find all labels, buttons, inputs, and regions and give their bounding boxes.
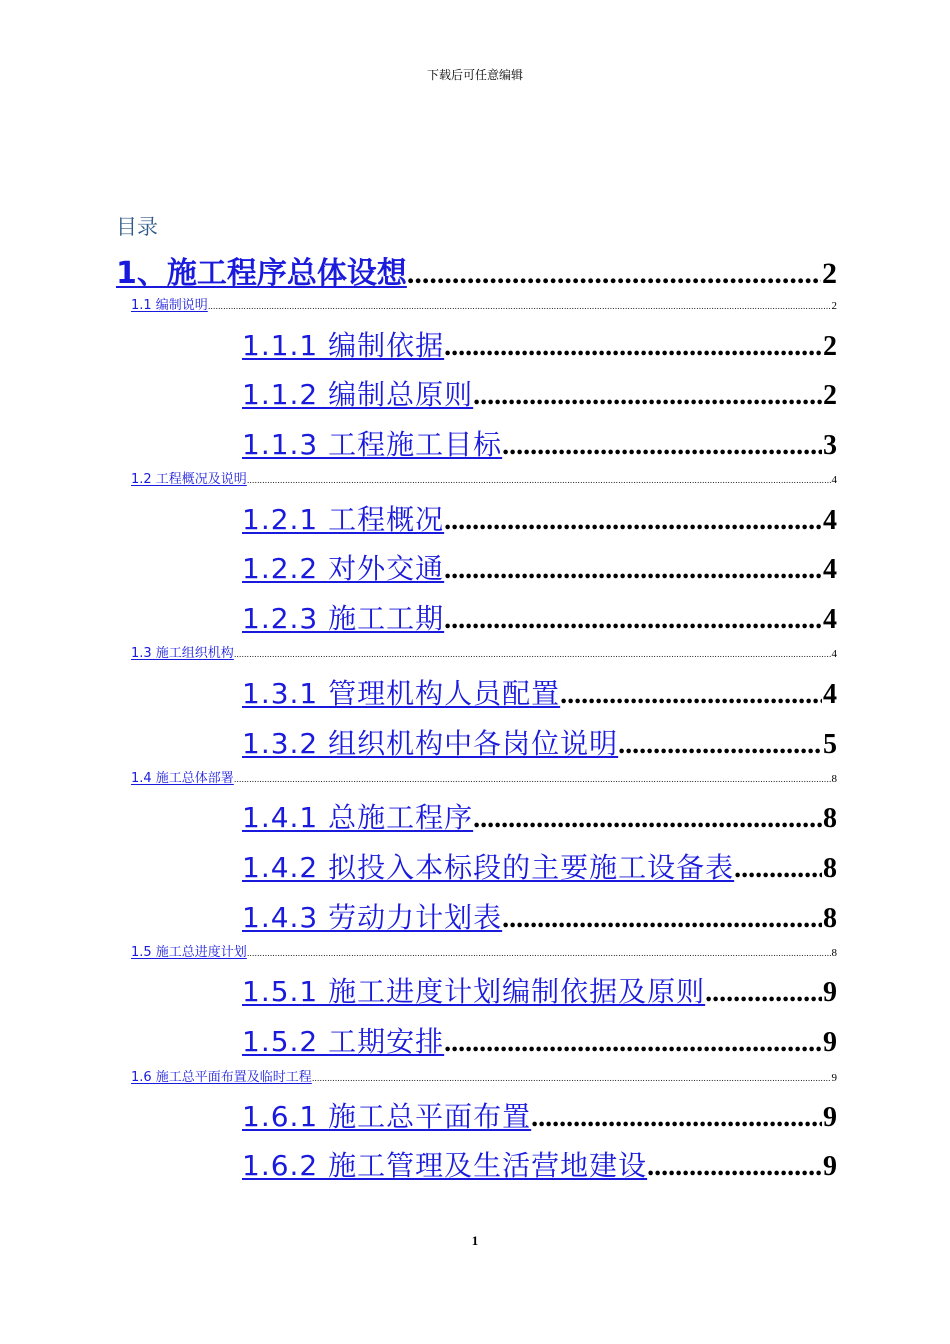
toc-entry-1-4-3[interactable] bbox=[242, 896, 837, 936]
dot-leader bbox=[208, 302, 831, 311]
toc-entry-label[interactable]: 1.5.1 施工进度计划编制依据及原则 bbox=[242, 975, 706, 1008]
page-number: 1 bbox=[471, 1233, 479, 1248]
dot-leader bbox=[734, 853, 822, 885]
toc-entry-label[interactable]: 1.3 施工组织机构 bbox=[131, 646, 234, 661]
toc-entry-1-6-2[interactable] bbox=[242, 1144, 837, 1184]
toc-entry-label[interactable]: 1.6.2 施工管理及生活营地建设 bbox=[242, 1149, 648, 1182]
toc-entry-page: 4 bbox=[823, 604, 837, 635]
toc-entry-page: 9 bbox=[823, 977, 837, 1008]
toc-entry-label[interactable]: 1.2.3 施工工期 bbox=[242, 602, 445, 635]
toc-entry-page: 4 bbox=[823, 554, 837, 585]
dot-leader bbox=[247, 949, 831, 958]
toc-entry-label[interactable]: 1.3.1 管理机构人员配置 bbox=[242, 677, 561, 710]
toc-entry-page: 2 bbox=[831, 300, 837, 312]
dot-leader bbox=[444, 1027, 822, 1059]
dot-leader bbox=[444, 604, 822, 636]
toc-entry-1-5-2[interactable] bbox=[242, 1020, 837, 1060]
dot-leader bbox=[647, 1151, 822, 1183]
toc-entry-1-2[interactable] bbox=[131, 468, 837, 487]
toc-entry-1-4-2[interactable] bbox=[242, 846, 837, 886]
toc-entry-1-6-1[interactable] bbox=[242, 1095, 837, 1135]
toc-entry-label[interactable]: 1.2 工程概况及说明 bbox=[131, 472, 247, 487]
dot-leader bbox=[502, 903, 822, 935]
dot-leader bbox=[473, 380, 822, 412]
page-header: 下载后可任意编辑 bbox=[426, 68, 523, 82]
toc-entry-1-1-1[interactable] bbox=[242, 324, 837, 364]
toc-entry-label[interactable]: 1.4 施工总体部署 bbox=[131, 771, 234, 786]
toc-entry-1-3-1[interactable] bbox=[242, 672, 837, 712]
toc-entry-page: 2 bbox=[822, 257, 837, 290]
toc-entry-label[interactable]: 1.1.2 编制总原则 bbox=[242, 378, 474, 411]
toc-entry-1-4-1[interactable] bbox=[242, 796, 837, 836]
dot-leader bbox=[247, 476, 831, 485]
toc-entry-page: 9 bbox=[823, 1102, 837, 1133]
toc-entry-1-1[interactable] bbox=[131, 294, 837, 313]
toc-entry-1-6[interactable] bbox=[131, 1066, 837, 1085]
toc-entry-label[interactable]: 1.4.3 劳动力计划表 bbox=[242, 901, 503, 934]
toc-entry-label[interactable]: 1.6 施工总平面布置及临时工程 bbox=[131, 1070, 312, 1085]
toc-entry-page: 5 bbox=[823, 729, 837, 760]
toc-entry-page: 9 bbox=[823, 1151, 837, 1182]
toc-entry-label[interactable]: 1.3.2 组织机构中各岗位说明 bbox=[242, 727, 619, 760]
toc-entry-label[interactable]: 1.5.2 工期安排 bbox=[242, 1025, 445, 1058]
toc-entry-1-5-1[interactable] bbox=[242, 970, 837, 1010]
toc-entry-page: 9 bbox=[831, 1072, 837, 1084]
toc-entry-page: 4 bbox=[831, 648, 837, 660]
toc-entry-1[interactable] bbox=[116, 248, 837, 292]
toc-entry-page: 8 bbox=[823, 853, 837, 884]
dot-leader bbox=[312, 1074, 831, 1083]
toc-entry-label[interactable]: 1.6.1 施工总平面布置 bbox=[242, 1100, 532, 1133]
toc-entry-1-5[interactable] bbox=[131, 941, 837, 960]
toc-entry-1-2-2[interactable] bbox=[242, 547, 837, 587]
toc-entry-1-3[interactable] bbox=[131, 642, 837, 661]
toc-title: 目录 bbox=[116, 215, 158, 239]
toc-entry-label[interactable]: 1.2.2 对外交通 bbox=[242, 552, 445, 585]
toc-entry-label[interactable]: 1.1.1 编制依据 bbox=[242, 329, 445, 362]
toc-entry-label[interactable]: 1.2.1 工程概况 bbox=[242, 503, 445, 536]
toc-entry-page: 2 bbox=[823, 331, 837, 362]
toc-entry-page: 9 bbox=[823, 1027, 837, 1058]
toc-entry-1-1-3[interactable] bbox=[242, 423, 837, 463]
dot-leader bbox=[502, 430, 822, 462]
dot-leader bbox=[473, 803, 822, 835]
toc-entry-label[interactable]: 1.1 编制说明 bbox=[131, 298, 208, 313]
dot-leader bbox=[705, 977, 822, 1009]
toc-entry-1-4[interactable] bbox=[131, 767, 837, 786]
dot-leader bbox=[444, 331, 822, 363]
dot-leader bbox=[234, 775, 831, 784]
toc-entry-page: 4 bbox=[823, 505, 837, 536]
dot-leader bbox=[531, 1102, 822, 1134]
dot-leader bbox=[234, 650, 831, 659]
toc-entry-page: 4 bbox=[831, 474, 837, 486]
toc-entry-1-1-2[interactable] bbox=[242, 373, 837, 413]
toc-entry-label[interactable]: 1.4.1 总施工程序 bbox=[242, 801, 474, 834]
toc-entry-1-2-3[interactable] bbox=[242, 597, 837, 637]
toc-entry-1-2-1[interactable] bbox=[242, 498, 837, 538]
toc-entry-page: 4 bbox=[823, 679, 837, 710]
toc-entry-label[interactable]: 1、施工程序总体设想 bbox=[116, 256, 407, 291]
toc-entry-page: 8 bbox=[831, 773, 837, 785]
toc-entry-page: 3 bbox=[823, 430, 837, 461]
toc-entry-1-3-2[interactable] bbox=[242, 722, 837, 762]
toc-entry-label[interactable]: 1.5 施工总进度计划 bbox=[131, 945, 247, 960]
toc-entry-page: 2 bbox=[823, 380, 837, 411]
toc-entry-page: 8 bbox=[831, 947, 837, 959]
dot-leader bbox=[444, 554, 822, 586]
toc-entry-label[interactable]: 1.4.2 拟投入本标段的主要施工设备表 bbox=[242, 851, 735, 884]
dot-leader bbox=[444, 505, 822, 537]
toc-entry-label[interactable]: 1.1.3 工程施工目标 bbox=[242, 428, 503, 461]
dot-leader bbox=[618, 729, 822, 761]
dot-leader bbox=[560, 679, 822, 711]
dot-leader bbox=[407, 257, 821, 291]
toc-entry-page: 8 bbox=[823, 803, 837, 834]
toc-entry-page: 8 bbox=[823, 903, 837, 934]
